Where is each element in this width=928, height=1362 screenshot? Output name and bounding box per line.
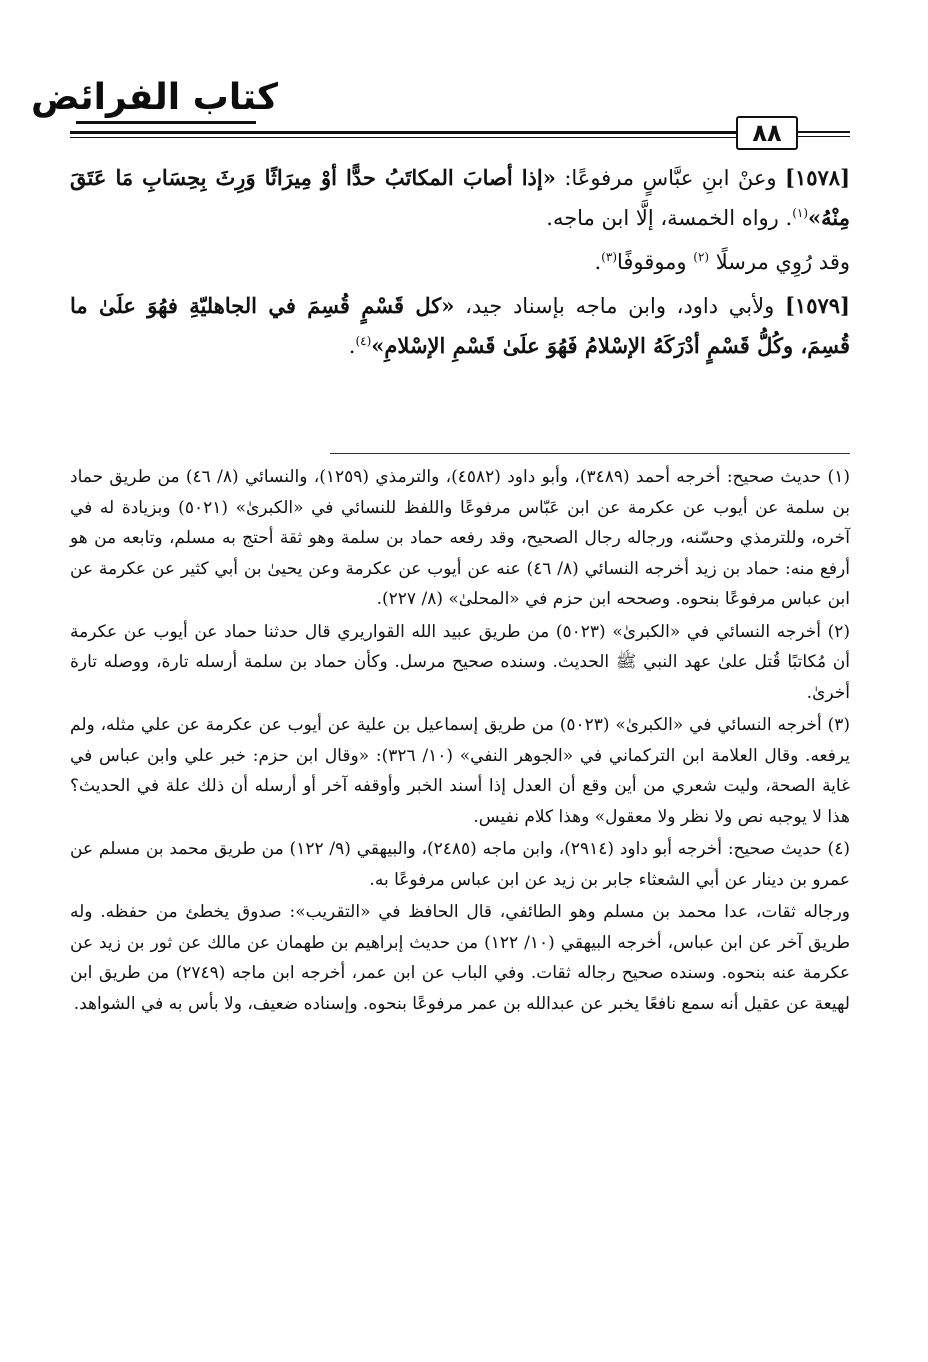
- footnote-1: (١) حديث صحيح: أخرجه أحمد (٣٤٨٩)، وأبو داود (٤٥٨٢)، والترمذي (١٢٥٩)، والنسائي (٨/ ٤٦) من طريق حماد بن سلمة عن أيوب عن عكرمة عن ابن عَبّاس مرفوعًا واللفظ للنسائي في «الكبرىٰ» (٥٠٢١) وبزيادة له في آخره، وللترمذي وحسّنه، ورجاله رجال الصحيح، وقد رفعه حماد بن سلمة وهو ثقة أحتج به مسلم، وتابعه من هو أرفع منه: حماد بن زيد أخرجه النسائي (٨/ ٤٦) عنه عن أيوب عن عكرمة وعن يحيىٰ بن أبي كثير عن عكرمة عن ابن عباس مرفوعًا بنحوه. وصححه ابن حزم في «المحلىٰ» (٨/ ٢٢٧).: [70, 467, 850, 609]
- hadith-end: .: [348, 334, 356, 358]
- hadith-quote: «كل قَسْمٍ قُسِمَ في الجاهليّةِ فهُوَ علَىٰ ما قُسِمَ، وكُلُّ قَسْمٍ أدْرَكَهُ الإسْلامُ فَهُوَ علَىٰ قَسْمِ الإسْلامِ»: [70, 293, 850, 358]
- footnote-3: (٣) أخرجه النسائي في «الكبرىٰ» (٥٠٢٣) من طريق إسماعيل بن علية عن أيوب عن عكرمة عن علي مثله، ولم يرفعه. وقال العلامة ابن التركماني في «الجوهر النفي» (١٠/ ٣٢٦): «وقال ابن حزم: خبر علي وابن عباس في غاية الصحة، وليت شعري من أين وقع أن العدل إذا أسند الخبر وأوقفه آخر أو أرسله أن ذلك علة في الحديث؟ هذا لا يوجبه نص ولا نظر ولا معقول» وهذا كلام نفيس.: [70, 715, 850, 827]
- header-rule: [70, 131, 740, 134]
- hadith-intro: وعنْ ابنِ عبَّاسٍ مرفوعًا:: [564, 166, 777, 190]
- footnote-marker: (٢): [693, 250, 710, 264]
- hadith-number: [١٥٧٨]: [785, 165, 850, 190]
- narration-note-mid: وموقوفًا: [617, 250, 687, 274]
- footnote-4-continued: ورجاله ثقات، عدا محمد بن مسلم وهو الطائفي، قال الحافظ في «التقريب»: صدوق يخطئ من حفظه. وله طريق آخر عن ابن عباس، أخرجه البيهقي (١٠/ ١٢٢) من حديث إبراهيم بن طهمان عن مالك عن ثور بن زيد عن عكرمة عنه بنحوه. وسنده صحيح رجاله ثقات. وفي الباب عن ابن عمر، أخرجه ابن ماجه (٢٧٤٩) من طريق ابن لهيعة عن عقيل أنه سمع نافعًا يخبر عن عبدالله بن عمر مرفوعًا بنحوه. وإسناده ضعيف، ولا بأس به في الشواهد.: [70, 902, 850, 1014]
- hadith-1578-note: [70, 242, 850, 282]
- footnote-separator: [330, 453, 850, 454]
- header-rule-thin: [70, 137, 740, 138]
- main-text: [70, 158, 850, 370]
- footnotes: [70, 462, 850, 1021]
- hadith-number: [١٥٧٩]: [784, 293, 850, 318]
- footnote-marker: (٤): [355, 334, 372, 348]
- header-tail-rule: [798, 131, 850, 133]
- narration-note: وقد رُوِي مرسلًا: [715, 250, 850, 274]
- header-tail-rule-thin: [798, 136, 850, 137]
- footnote-2: (٢) أخرجه النسائي في «الكبرىٰ» (٥٠٢٣) من طريق عبيد الله القواريري قال حدثنا حماد عن أيوب عن عكرمة أن مُكاتبًا قُتل علىٰ عهد النبي ﷺ الحديث. وسنده صحيح مرسل. وكأن حماد بن سلمة أرسله تارة، ووصله تارة أخرىٰ.: [70, 621, 850, 703]
- footnote-marker: (٣): [601, 250, 617, 264]
- hadith-1579: [70, 286, 850, 366]
- narration-note-end: .: [594, 250, 602, 274]
- book-title: كتاب الفرائض: [31, 77, 278, 118]
- hadith-quote: «إذا أصابَ المكاتَبُ حدًّا أوْ مِيرَاثًا وَرِثَ بِحِسَابِ مَا عَتَقَ مِنْهُ»: [70, 165, 850, 230]
- hadith-1578: [70, 158, 850, 238]
- title-underline: [76, 121, 256, 124]
- page-number: ٨٨: [736, 116, 798, 150]
- footnote-4: (٤) حديث صحيح: أخرجه أبو داود (٢٩١٤)، وابن ماجه (٢٤٨٥)، والبيهقي (٩/ ١٢٢) من طريق محمد بن مسلم عن عمرو بن دينار عن أبي الشعثاء جابر بن زيد عن ابن عباس مرفوعًا به.: [70, 839, 850, 890]
- hadith-intro: ولأبي داود، وابن ماجه بإسناد جيد،: [465, 294, 775, 318]
- footnote-marker: (١): [792, 206, 809, 220]
- hadith-attribution: . رواه الخمسة، إلَّا ابن ماجه.: [546, 206, 793, 230]
